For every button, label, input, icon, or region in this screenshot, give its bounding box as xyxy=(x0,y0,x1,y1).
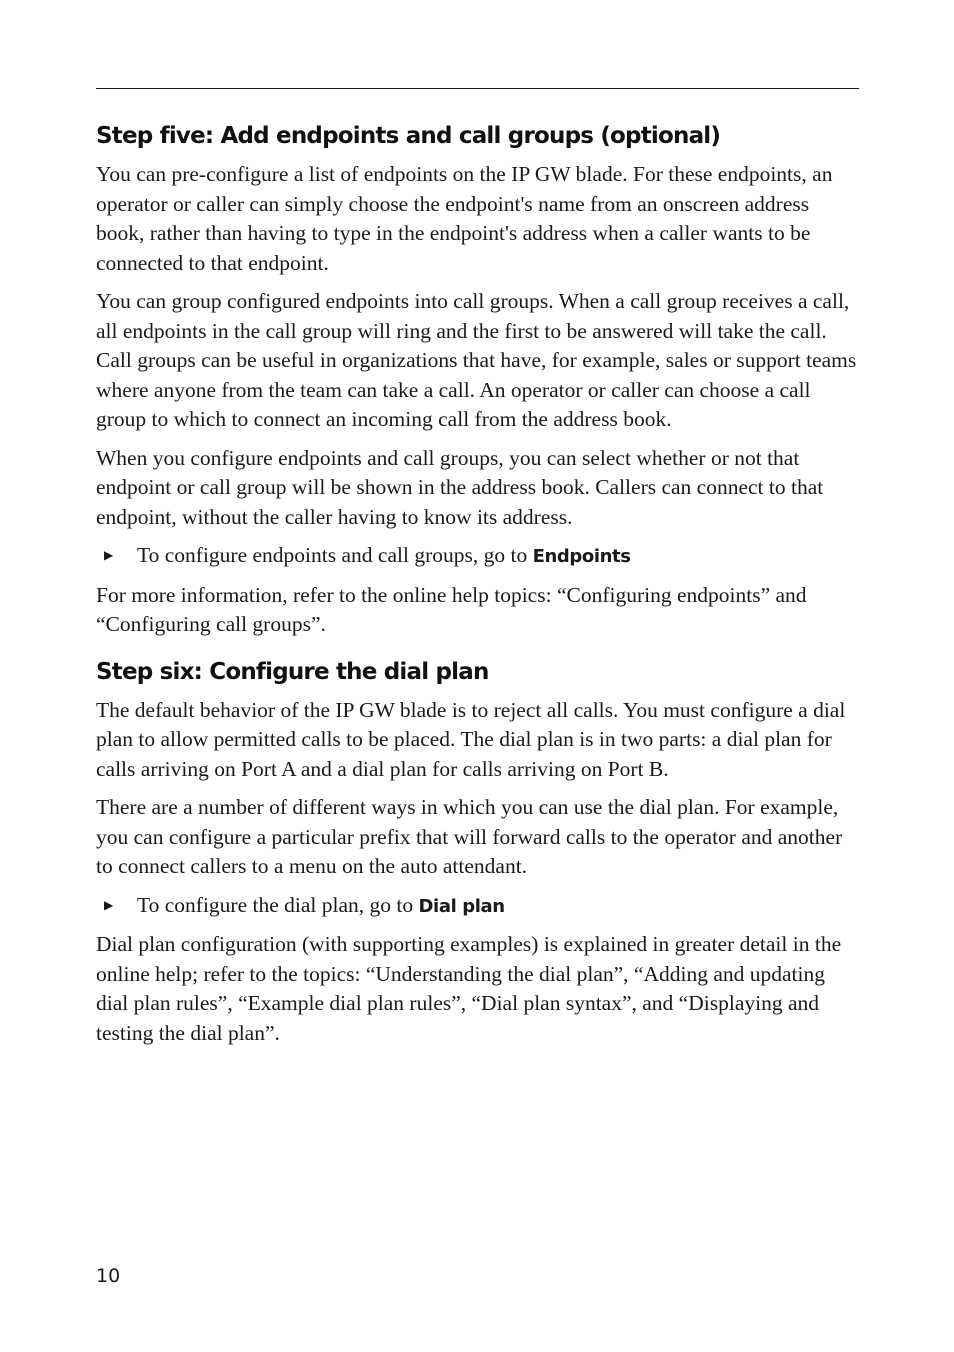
section-heading-step-six: Step six: Configure the dial plan xyxy=(96,658,489,685)
step-instruction-endpoints xyxy=(96,541,859,572)
paragraph-endpoints-intro: You can pre-configure a list of endpoints on the IP GW blade. For these endpoints, an operator or caller can simply choose the endpoint's name from an onscreen address book, rather than having to type in the endpoint's address when a caller wants to be connected to that endpoint. xyxy=(96,162,833,275)
step-text: To configure endpoints and call groups, go to xyxy=(137,543,533,567)
paragraph-more-info: For more information, refer to the online help topics: “Configuring endpoints” and “Configuring call groups”. xyxy=(96,582,807,636)
ui-reference-endpoints: Endpoints xyxy=(532,546,631,567)
step-text: To configure the dial plan, go to xyxy=(137,892,419,917)
paragraph-call-groups: You can group configured endpoints into call groups. When a call group receives a call, all endpoints in the call group will ring and the first to be answered will take the call. Call groups can be useful in organizations that have, for example, sales or support teams where anyone from the team can take a call. An operator or caller can choose a call group to which to connect an incoming call from the address book. xyxy=(96,289,857,431)
paragraph-address-book: When you configure endpoints and call groups, you can select whether or not that endpoint or call group will be shown in the address book. Callers can connect to that endpoint, without the caller having to know its address. xyxy=(96,445,824,529)
paragraph-dial-plan-uses: There are a number of different ways in which you can use the dial plan. For example, you can configure a particular prefix that will forward calls to the operator and another to connect callers to a menu on the auto attendant. xyxy=(96,795,843,878)
page-number: 10 xyxy=(96,1265,121,1287)
step-instruction-dial-plan xyxy=(96,891,859,922)
paragraph-dial-plan-default: The default behavior of the IP GW blade is to reject all calls. You must configure a dial plan to allow permitted calls to be placed. The dial plan is in two parts: a dial plan for calls arriving on Port A and a dial plan for calls arriving on Port B. xyxy=(96,697,846,781)
right-triangle-icon: ▶ xyxy=(104,548,114,562)
section-heading-step-five: Step five: Add endpoints and call groups (optional) xyxy=(96,123,721,149)
paragraph-dial-plan-help: Dial plan configuration (with supporting examples) is explained in greater detail in the online help; refer to the topics: “Understanding the dial plan”, “Adding and updating dial plan rules”, “Example dial plan rules”, “Dial plan syntax”, and “Displaying and testing the dial plan”. xyxy=(96,932,842,1045)
right-triangle-icon: ▶ xyxy=(104,897,114,912)
ui-reference-dial-plan: Dial plan xyxy=(418,895,505,917)
page-content xyxy=(96,118,859,1057)
header-rule xyxy=(96,88,859,89)
